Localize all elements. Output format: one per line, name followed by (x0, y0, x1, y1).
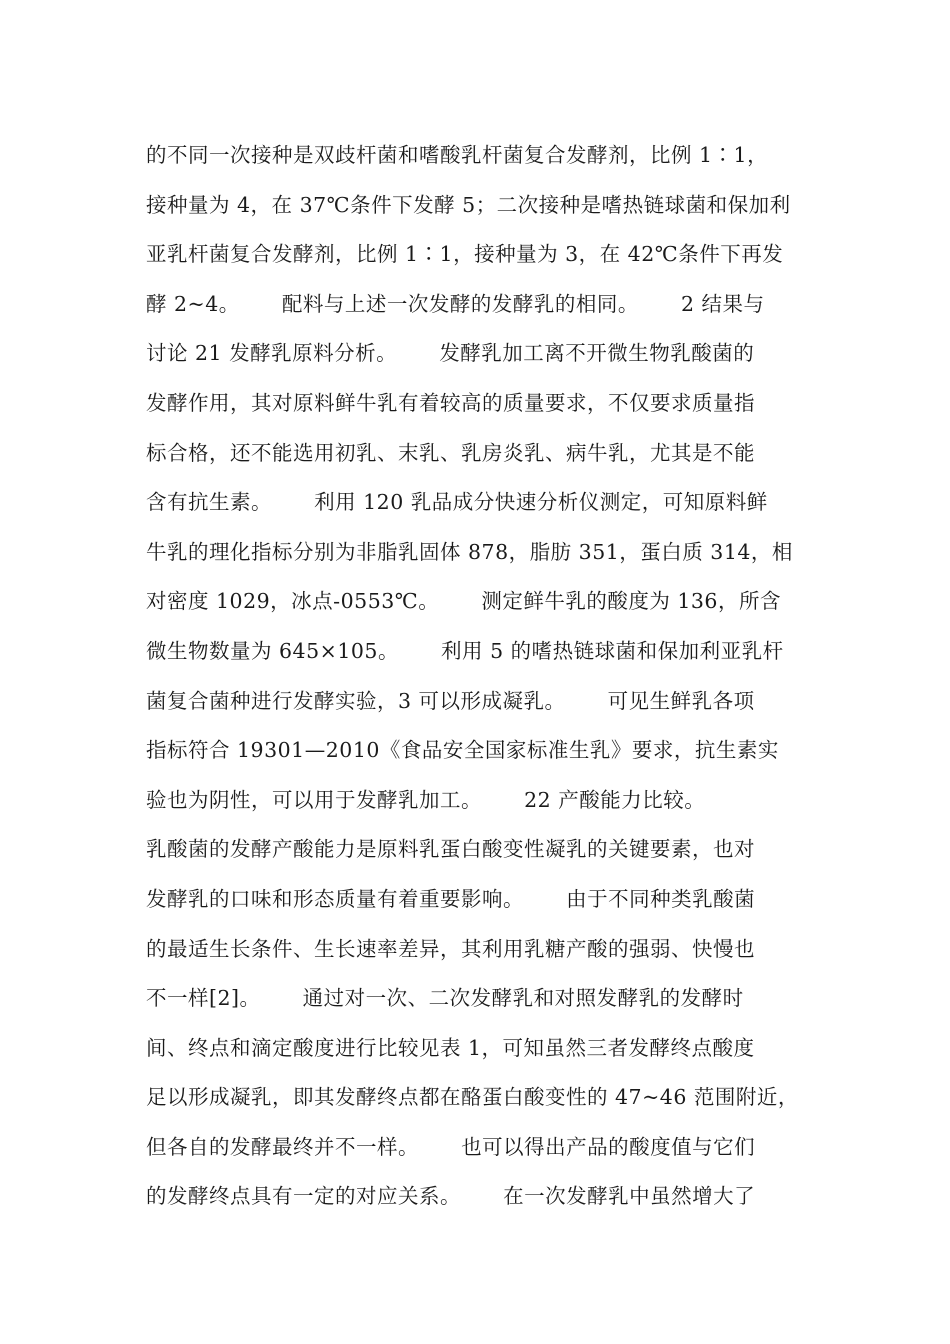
text-line: 不一样[2]。 通过对一次、二次发酵乳和对照发酵乳的发酵时 (146, 986, 744, 1011)
text-line: 指标符合 19301—2010《食品安全国家标准生乳》要求，抗生素实 (146, 738, 779, 763)
text-line: 微生物数量为 645×105。 利用 5 的嗜热链球菌和保加利亚乳杆 (146, 638, 784, 663)
text-line: 菌复合菌种进行发酵实验，3 可以形成凝乳。 可见生鲜乳各项 (146, 688, 755, 713)
text-line: 间、终点和滴定酸度进行比较见表 1，可知虽然三者发酵终点酸度 (146, 1035, 755, 1060)
text-line: 的最适生长条件、生长速率差异，其利用乳糖产酸的强弱、快慢也 (146, 936, 755, 961)
text-line: 对密度 1029，冰点-0553℃。 测定鲜牛乳的酸度为 136，所含 (146, 589, 781, 614)
text-line: 但各自的发酵最终并不一样。 也可以得出产品的酸度值与它们 (146, 1134, 756, 1159)
text-line: 乳酸菌的发酵产酸能力是原料乳蛋白酸变性凝乳的关键要素，也对 (146, 837, 755, 862)
text-line: 验也为阴性，可以用于发酵乳加工。 22 产酸能力比较。 (146, 787, 706, 812)
text-line: 发酵作用，其对原料鲜牛乳有着较高的质量要求，不仅要求质量指 (146, 390, 755, 415)
text-line: 发酵乳的口味和形态质量有着重要影响。 由于不同种类乳酸菌 (146, 886, 756, 911)
text-line: 含有抗生素。 利用 120 乳品成分快速分析仪测定，可知原料鲜 (146, 490, 768, 515)
text-line: 接种量为 4，在 37℃条件下发酵 5；二次接种是嗜热链球菌和保加利 (146, 192, 791, 217)
text-line: 标合格，还不能选用初乳、末乳、乳房炎乳、病牛乳，尤其是不能 (146, 440, 755, 465)
text-line: 的不同一次接种是双歧杆菌和嗜酸乳杆菌复合发酵剂，比例 1∶1， (146, 143, 769, 167)
text-line: 牛乳的理化指标分别为非脂乳固体 878，脂肪 351，蛋白质 314，相 (146, 539, 793, 564)
text-line: 的发酵终点具有一定的对应关系。 在一次发酵乳中虽然增大了 (146, 1184, 756, 1209)
body-text (146, 131, 818, 1222)
text-line: 亚乳杆菌复合发酵剂，比例 1∶1，接种量为 3，在 42℃条件下再发 (146, 242, 784, 267)
text-line: 足以形成凝乳，即其发酵终点都在酪蛋白酸变性的 47~46 范围附近， (146, 1085, 799, 1110)
text-line: 讨论 21 发酵乳原料分析。 发酵乳加工离不开微生物乳酸菌的 (146, 341, 755, 366)
text-line: 酵 2~4。 配料与上述一次发酵的发酵乳的相同。 2 结果与 (146, 291, 765, 316)
